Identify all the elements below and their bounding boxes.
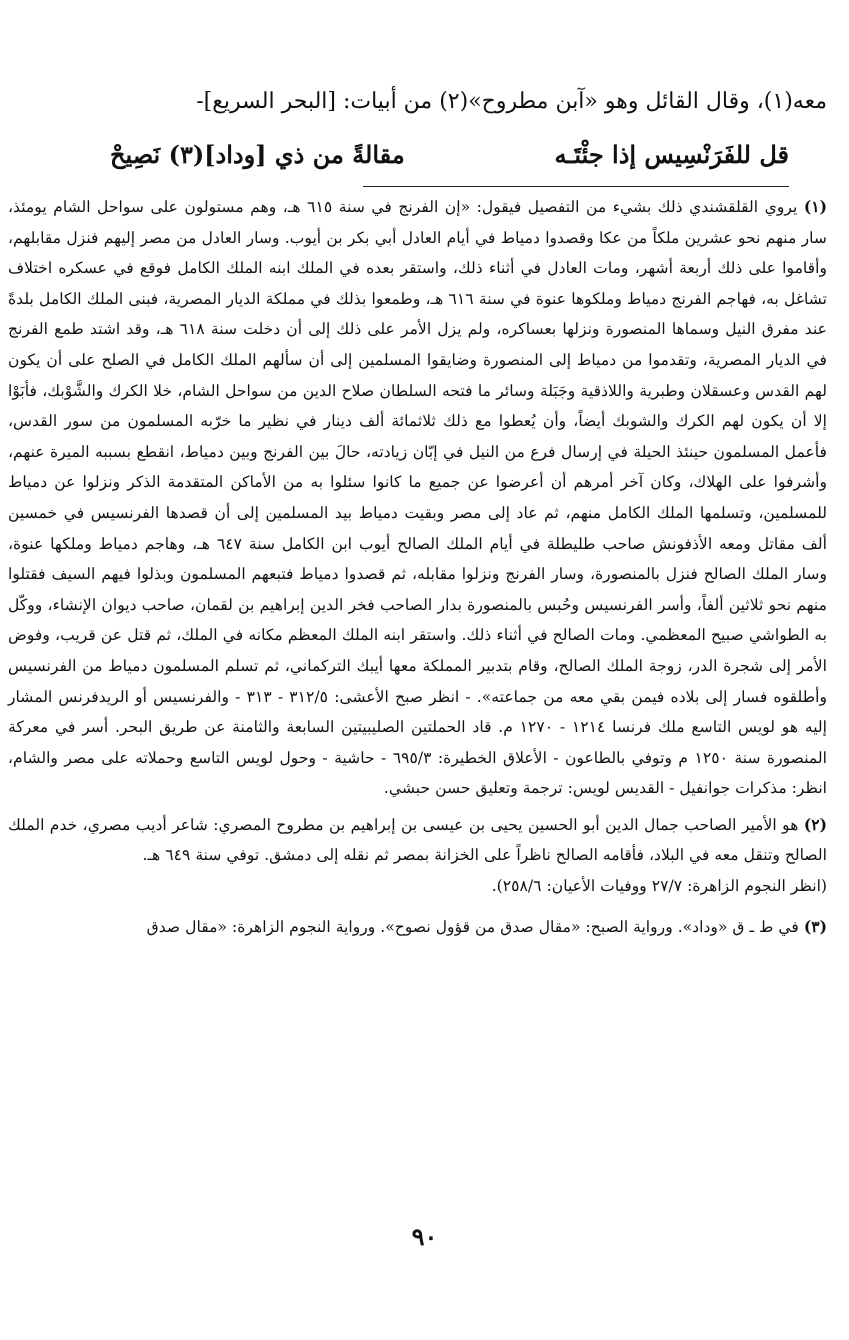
footnote-marker: (٣)	[803, 916, 827, 936]
verse-second-hemistich: مقالةً من ذي [وداد](٣) نَصِيحْ	[110, 140, 405, 169]
poem-verse	[110, 140, 789, 180]
footnote-separator	[363, 186, 789, 187]
footnote-2	[8, 810, 827, 902]
footnote-marker: (١)	[803, 197, 827, 216]
footnote-text: يروي القلقشندي ذلك بشيء من التفصيل فيقول: «إن الفرنج في سنة ٦١٥ هـ، وهم مستولون على سواحل الشام يومئذ، سار منهم نحو عشرين ملكاً من عكا وقصدوا دمياط في أيام العادل أبي بكر بن أيوب. وسار العادل من مصر إليهم فنزل مقابلهم، وأقاموا على ذلك أربعة أشهر، ومات العادل في أثناء ذلك، واستقر بعده في الملك ابنه الملك الكامل فوقع في عسكره اختلاف تشاغل به، فهاجم الفرنج دمياط وملكوها عنوة في سنة ٦١٦ هـ، وطمعوا بذلك في مملكة الديار المصرية، فبنى الملك الكامل بلدةً عند مفرق النيل وسماها المنصورة ونزلها بعساكره، ولم يزل الأمر على ذلك إلى أن دخلت سنة ٦١٨ هـ، وقد اشتد طمع الفرنج في الديار المصرية، وتقدموا من دمياط إلى المنصورة وضايقوا المسلمين إلى أن سألهم الملك الكامل في الصلح على أن يكون لهم القدس وعسقلان وطبرية واللاذقية وجَبَلة وسائر ما فتحه السلطان صلاح الدين من سواحل الشام، خلا الكرك والشَّوْبك، فأبَوْا إلا أن يكون لهم الكرك والشوبك أيضاً، وأن يُعطوا مع ذلك ثلاثمائة ألف دينار في نظير ما خرّبه المسلمون من سور القدس، فأعمل المسلمون حينئذ الحيلة في إرسال فرع من النيل في إبّان زيادته، حالَ بين الفرنج وبين دمياط، انقطع بسببه الميرة عنهم، وأشرفوا على الهلاك، وكان آخر أمرهم أن أعرضوا عن جميع ما كانوا سئلوا به من الأماكن المتقدمة الذكر ونزلوا عن دمياط للمسلمين، وتسلمها الملك الكامل منهم، ثم عاد إلى مصر وبقيت دمياط بيد المسلمين إلى أن قصدها الفرنسيس في خمسين ألف مقاتل ومعه الأذفونش صاحب طليطلة في أيام الملك الصالح أيوب ابن الكامل سنة ٦٤٧ هـ، وهاجم دمياط وملكها عنوة، وسار الملك الصالح فنزل بالمنصورة، وسار الفرنج ونزلوا مقابله، ثم قصدوا دمياط فتبعهم المسلمون وبذلوا فيهم السيف فقتلوا منهم نحو ثلاثين ألفاً، وأسر الفرنسيس وحُبس بالمنصورة بدار الصاحب فخر الدين إبراهيم بن لقمان، صاحب ديوان الإنشاء، ووكّل به الطواشي صبيح المعظمي. ومات الصالح في أثناء ذلك. واستقر ابنه الملك المعظم مكانه في الملك، ثم قتل عن قريب، وفوض الأمر إلى شجرة الدر، زوجة الملك الصالح، وقام بتدبير المملكة معها أيبك التركماني، ثم تسلم المسلمون دمياط من الفرنسيس وأطلقوه فسار إلى بلاده فيمن بقي معه من جماعته». - انظر صبح الأعشى: ٣١٢/٥ - ٣١٣ - والفرنسيس أو الريدفرنس المشار إليه هو لويس التاسع ملك فرنسا ١٢١٤ - ١٢٧٠ م. قاد الحملتين الصليبيتين السابعة والثامنة عن طريق البحر. أسر في معركة المنصورة سنة ١٢٥٠ م وتوفي بالطاعون - الأعلاق الخطيرة: ٦٩٥/٣ - حاشية - وحول لويس التاسع وحملاته على مصر والشام، انظر: مذكرات جوانفيل - القديس لويس: ترجمة وتعليق حسن حبشي.	[8, 198, 828, 798]
footnote-reference: (انظر النجوم الزاهرة: ٢٧/٧ ووفيات الأعيان: ٢٥٨/٦).	[491, 877, 827, 896]
footnote-marker: (٢)	[803, 814, 827, 834]
footnote-3	[8, 912, 827, 943]
footnote-1	[8, 192, 827, 804]
page-number: ٩٠	[411, 1222, 438, 1251]
verse-first-hemistich: قل للفَرَنْسِيس إذا جئْتَـه	[554, 140, 789, 169]
intro-line: معه(١)، وقال القائل وهو «آبن مطروح»(٢) من أبيات: [البحر السريع]-	[196, 89, 827, 114]
footnote-text: هو الأمير الصاحب جمال الدين أبو الحسين يحيى بن عيسى بن إبراهيم بن مطروح المصري: شاعر أديب مصري، خدم الملك الصالح وتنقل معه في البلاد، فأقامه الصالح ناظراً على الخزانة بمصر ثم نقله إلى دمشق. توفي سنة ٦٤٩ هـ.	[8, 815, 827, 865]
footnote-text: في ط ـ ق «وداد». ورواية الصبح: «مقال صدق من قؤول نصوح». ورواية النجوم الزاهرة: «مقال صدق	[146, 917, 799, 936]
footnotes	[8, 192, 827, 942]
